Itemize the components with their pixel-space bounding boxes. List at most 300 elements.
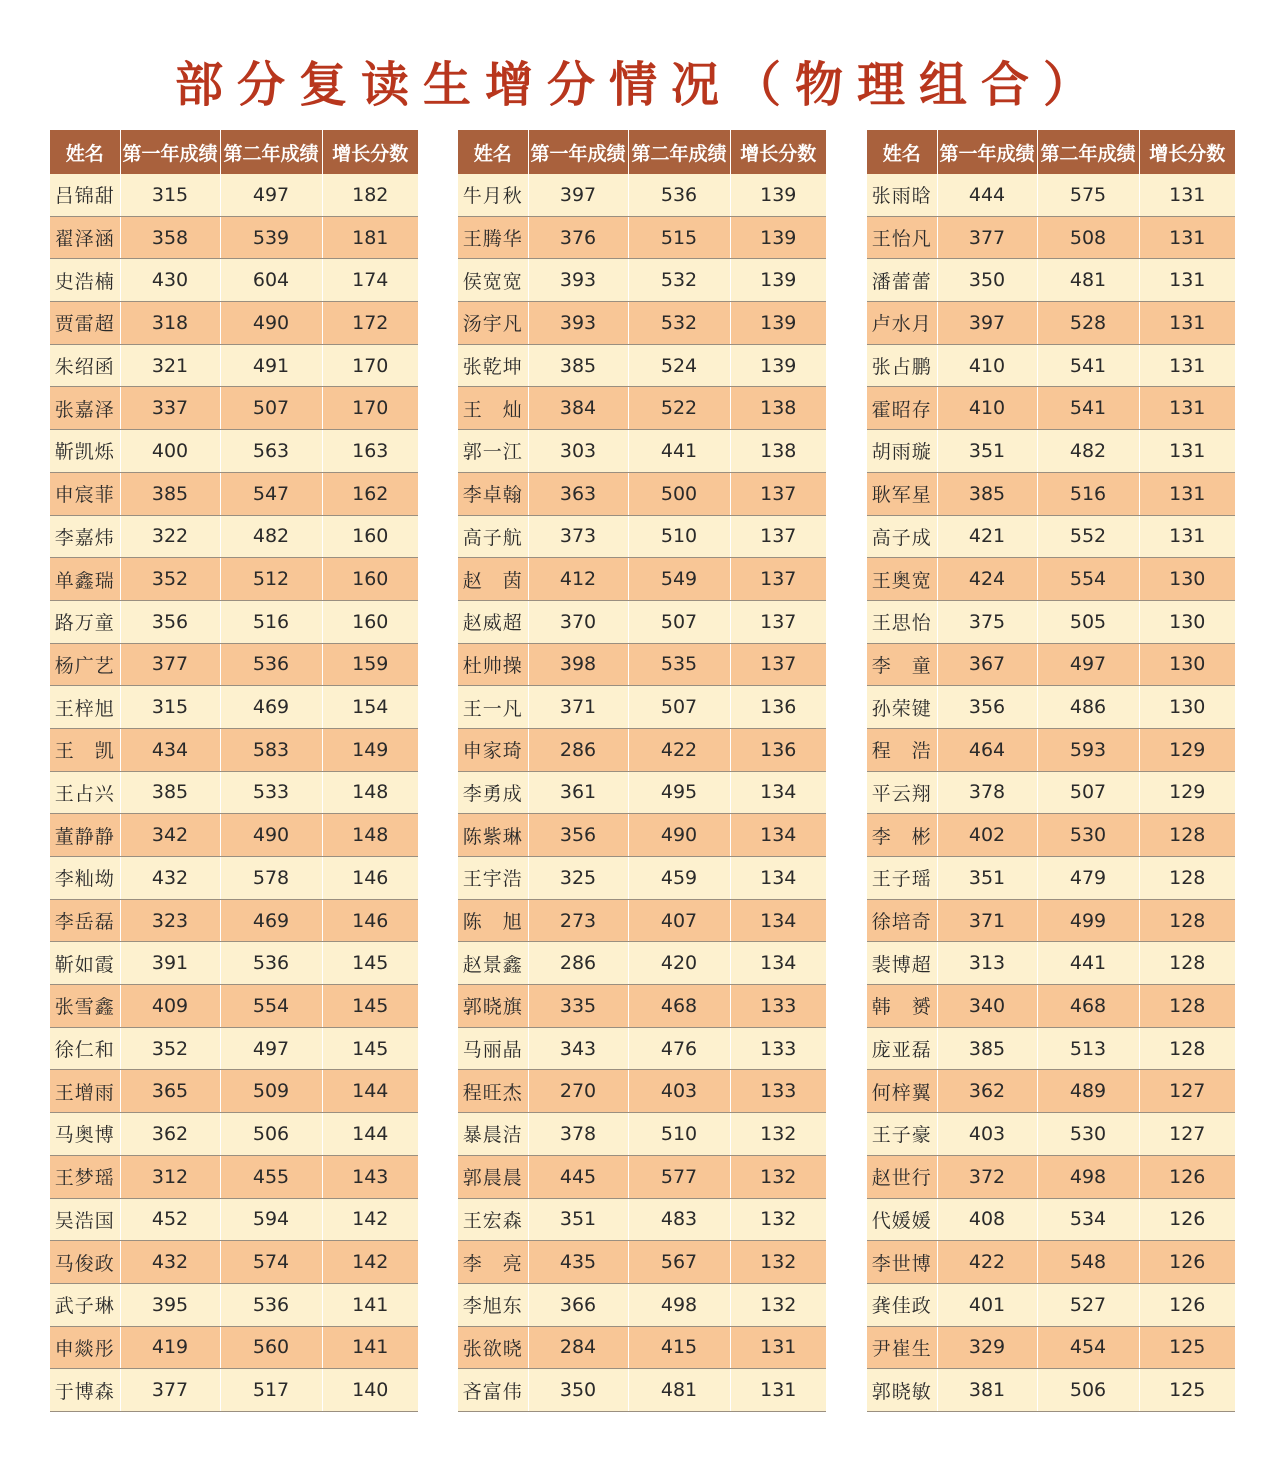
score-increase: 137 <box>730 515 826 558</box>
table-row <box>50 387 418 430</box>
second-year-score: 530 <box>1037 1113 1139 1156</box>
table-row <box>458 771 826 814</box>
student-name: 申家琦 <box>458 728 528 771</box>
table-row <box>867 600 1235 643</box>
table-row <box>458 1155 826 1198</box>
table-row <box>50 430 418 473</box>
score-increase: 134 <box>730 857 826 900</box>
student-name: 董静静 <box>50 814 120 857</box>
table-row <box>50 1155 418 1198</box>
second-year-score: 516 <box>1037 472 1139 515</box>
table-row <box>867 1198 1235 1241</box>
student-name: 吴浩国 <box>50 1198 120 1241</box>
student-name: 马俊政 <box>50 1241 120 1284</box>
table-row <box>867 302 1235 345</box>
student-name: 孙荣键 <box>867 686 937 729</box>
student-name: 靳凯烁 <box>50 430 120 473</box>
score-increase: 145 <box>322 985 418 1028</box>
table-row <box>867 430 1235 473</box>
score-increase: 128 <box>1139 985 1235 1028</box>
table-row <box>50 558 418 601</box>
score-increase: 145 <box>322 1027 418 1070</box>
table-row <box>50 771 418 814</box>
first-year-score: 315 <box>120 174 220 216</box>
first-year-score: 378 <box>528 1113 628 1156</box>
score-increase: 139 <box>730 259 826 302</box>
second-year-score: 498 <box>1037 1155 1139 1198</box>
table-row <box>867 771 1235 814</box>
second-year-score: 577 <box>628 1155 730 1198</box>
student-name: 赵世行 <box>867 1155 937 1198</box>
first-year-score: 397 <box>528 174 628 216</box>
second-year-score: 497 <box>220 1027 322 1070</box>
second-year-score: 476 <box>628 1027 730 1070</box>
student-name: 龚佳政 <box>867 1283 937 1326</box>
table-row <box>458 1326 826 1369</box>
first-year-score: 444 <box>937 174 1037 216</box>
student-name: 杨广艺 <box>50 643 120 686</box>
second-year-score: 468 <box>628 985 730 1028</box>
table-row <box>458 985 826 1028</box>
score-increase: 130 <box>1139 558 1235 601</box>
first-year-score: 381 <box>937 1369 1037 1412</box>
student-name: 王宇浩 <box>458 857 528 900</box>
table-row <box>867 728 1235 771</box>
score-increase: 170 <box>322 344 418 387</box>
table-header-row <box>458 130 826 174</box>
table-row <box>458 814 826 857</box>
first-year-score: 351 <box>528 1198 628 1241</box>
score-increase: 130 <box>1139 643 1235 686</box>
second-year-score: 481 <box>628 1369 730 1412</box>
student-name: 李 彬 <box>867 814 937 857</box>
first-year-score: 363 <box>528 472 628 515</box>
table-header-row <box>50 130 418 174</box>
score-increase: 181 <box>322 216 418 259</box>
score-increase: 132 <box>730 1198 826 1241</box>
score-increase: 127 <box>1139 1113 1235 1156</box>
student-name: 武子琳 <box>50 1283 120 1326</box>
student-name: 王子瑶 <box>867 857 937 900</box>
first-year-score: 351 <box>937 430 1037 473</box>
score-table-2 <box>458 130 826 1412</box>
table-row <box>867 1283 1235 1326</box>
second-year-score: 510 <box>628 1113 730 1156</box>
second-year-score: 506 <box>1037 1369 1139 1412</box>
student-name: 李岳磊 <box>50 899 120 942</box>
second-year-score: 513 <box>1037 1027 1139 1070</box>
student-name: 李勇成 <box>458 771 528 814</box>
first-year-score: 337 <box>120 387 220 430</box>
score-increase: 130 <box>1139 600 1235 643</box>
header-second-year-score: 第二年成绩 <box>628 130 730 174</box>
score-increase: 131 <box>1139 216 1235 259</box>
second-year-score: 536 <box>628 174 730 216</box>
first-year-score: 421 <box>937 515 1037 558</box>
second-year-score: 506 <box>220 1113 322 1156</box>
table-row <box>50 899 418 942</box>
first-year-score: 284 <box>528 1326 628 1369</box>
score-increase: 128 <box>1139 857 1235 900</box>
first-year-score: 445 <box>528 1155 628 1198</box>
second-year-score: 593 <box>1037 728 1139 771</box>
first-year-score: 273 <box>528 899 628 942</box>
student-name: 吕锦甜 <box>50 174 120 216</box>
student-name: 李旭东 <box>458 1283 528 1326</box>
student-name: 翟泽涵 <box>50 216 120 259</box>
score-increase: 131 <box>1139 387 1235 430</box>
score-increase: 141 <box>322 1283 418 1326</box>
second-year-score: 483 <box>628 1198 730 1241</box>
student-name: 耿军星 <box>867 472 937 515</box>
table-row <box>50 472 418 515</box>
first-year-score: 384 <box>528 387 628 430</box>
second-year-score: 454 <box>1037 1326 1139 1369</box>
first-year-score: 286 <box>528 942 628 985</box>
header-score-increase: 增长分数 <box>730 130 826 174</box>
table-row <box>867 985 1235 1028</box>
table-row <box>50 1027 418 1070</box>
first-year-score: 452 <box>120 1198 220 1241</box>
header-name: 姓名 <box>458 130 528 174</box>
first-year-score: 430 <box>120 259 220 302</box>
second-year-score: 490 <box>628 814 730 857</box>
second-year-score: 594 <box>220 1198 322 1241</box>
score-increase: 132 <box>730 1283 826 1326</box>
score-increase: 132 <box>730 1241 826 1284</box>
student-name: 李 亮 <box>458 1241 528 1284</box>
table-row <box>458 857 826 900</box>
first-year-score: 358 <box>120 216 220 259</box>
table-row <box>867 1155 1235 1198</box>
first-year-score: 385 <box>937 472 1037 515</box>
score-increase: 137 <box>730 558 826 601</box>
second-year-score: 489 <box>1037 1070 1139 1113</box>
first-year-score: 409 <box>120 985 220 1028</box>
second-year-score: 500 <box>628 472 730 515</box>
table-row <box>867 1326 1235 1369</box>
table-row <box>458 600 826 643</box>
table-row <box>50 1283 418 1326</box>
score-increase: 125 <box>1139 1369 1235 1412</box>
second-year-score: 481 <box>1037 259 1139 302</box>
score-increase: 134 <box>730 899 826 942</box>
table-row <box>867 558 1235 601</box>
first-year-score: 325 <box>528 857 628 900</box>
second-year-score: 522 <box>628 387 730 430</box>
second-year-score: 468 <box>1037 985 1139 1028</box>
score-increase: 142 <box>322 1241 418 1284</box>
student-name: 张雨晗 <box>867 174 937 216</box>
score-increase: 131 <box>1139 515 1235 558</box>
student-name: 王腾华 <box>458 216 528 259</box>
first-year-score: 303 <box>528 430 628 473</box>
student-name: 李世博 <box>867 1241 937 1284</box>
score-increase: 131 <box>1139 472 1235 515</box>
second-year-score: 534 <box>1037 1198 1139 1241</box>
table-row <box>867 1241 1235 1284</box>
second-year-score: 459 <box>628 857 730 900</box>
first-year-score: 343 <box>528 1027 628 1070</box>
student-name: 代媛媛 <box>867 1198 937 1241</box>
score-table-1 <box>50 130 418 1412</box>
table-row <box>50 942 418 985</box>
second-year-score: 554 <box>220 985 322 1028</box>
score-increase: 137 <box>730 600 826 643</box>
second-year-score: 498 <box>628 1283 730 1326</box>
second-year-score: 547 <box>220 472 322 515</box>
student-name: 贾雷超 <box>50 302 120 345</box>
second-year-score: 552 <box>1037 515 1139 558</box>
score-increase: 126 <box>1139 1198 1235 1241</box>
second-year-score: 574 <box>220 1241 322 1284</box>
student-name: 朱绍函 <box>50 344 120 387</box>
score-increase: 125 <box>1139 1326 1235 1369</box>
table-row <box>458 942 826 985</box>
student-name: 高子航 <box>458 515 528 558</box>
table-row <box>867 899 1235 942</box>
student-name: 路万童 <box>50 600 120 643</box>
first-year-score: 410 <box>937 344 1037 387</box>
student-name: 霍昭存 <box>867 387 937 430</box>
table-row <box>50 174 418 216</box>
first-year-score: 342 <box>120 814 220 857</box>
table-row <box>458 1113 826 1156</box>
second-year-score: 441 <box>1037 942 1139 985</box>
student-name: 郭晨晨 <box>458 1155 528 1198</box>
second-year-score: 575 <box>1037 174 1139 216</box>
table-row <box>867 643 1235 686</box>
second-year-score: 516 <box>220 600 322 643</box>
score-increase: 144 <box>322 1070 418 1113</box>
student-name: 王思怡 <box>867 600 937 643</box>
table-row <box>867 472 1235 515</box>
table-row <box>867 942 1235 985</box>
score-increase: 138 <box>730 430 826 473</box>
first-year-score: 422 <box>937 1241 1037 1284</box>
score-increase: 126 <box>1139 1155 1235 1198</box>
first-year-score: 362 <box>120 1113 220 1156</box>
student-name: 申宸菲 <box>50 472 120 515</box>
student-name: 程旺杰 <box>458 1070 528 1113</box>
table-row <box>867 344 1235 387</box>
score-increase: 134 <box>730 942 826 985</box>
table-row <box>458 216 826 259</box>
first-year-score: 434 <box>120 728 220 771</box>
header-first-year-score: 第一年成绩 <box>528 130 628 174</box>
first-year-score: 424 <box>937 558 1037 601</box>
second-year-score: 490 <box>220 302 322 345</box>
first-year-score: 385 <box>528 344 628 387</box>
student-name: 吝富伟 <box>458 1369 528 1412</box>
score-increase: 132 <box>730 1113 826 1156</box>
table-row <box>867 857 1235 900</box>
table-row <box>50 344 418 387</box>
table-row <box>50 1241 418 1284</box>
first-year-score: 377 <box>937 216 1037 259</box>
second-year-score: 479 <box>1037 857 1139 900</box>
score-increase: 139 <box>730 216 826 259</box>
second-year-score: 541 <box>1037 387 1139 430</box>
second-year-score: 495 <box>628 771 730 814</box>
score-increase: 137 <box>730 472 826 515</box>
score-increase: 144 <box>322 1113 418 1156</box>
table-row <box>458 643 826 686</box>
score-increase: 149 <box>322 728 418 771</box>
score-increase: 141 <box>322 1326 418 1369</box>
second-year-score: 548 <box>1037 1241 1139 1284</box>
student-name: 王一凡 <box>458 686 528 729</box>
first-year-score: 321 <box>120 344 220 387</box>
score-increase: 131 <box>1139 344 1235 387</box>
student-name: 胡雨璇 <box>867 430 937 473</box>
second-year-score: 507 <box>628 600 730 643</box>
second-year-score: 482 <box>220 515 322 558</box>
score-increase: 131 <box>1139 302 1235 345</box>
table-row <box>50 515 418 558</box>
table-row <box>867 515 1235 558</box>
table-row <box>458 387 826 430</box>
second-year-score: 505 <box>1037 600 1139 643</box>
table-row <box>50 600 418 643</box>
first-year-score: 435 <box>528 1241 628 1284</box>
student-name: 郭晓旗 <box>458 985 528 1028</box>
second-year-score: 422 <box>628 728 730 771</box>
header-score-increase: 增长分数 <box>322 130 418 174</box>
score-increase: 134 <box>730 814 826 857</box>
second-year-score: 563 <box>220 430 322 473</box>
score-increase: 131 <box>730 1369 826 1412</box>
score-increase: 160 <box>322 558 418 601</box>
table-row <box>458 1369 826 1412</box>
table-row <box>50 728 418 771</box>
first-year-score: 322 <box>120 515 220 558</box>
student-name: 单鑫瑞 <box>50 558 120 601</box>
first-year-score: 352 <box>120 1027 220 1070</box>
score-increase: 129 <box>1139 728 1235 771</box>
first-year-score: 464 <box>937 728 1037 771</box>
header-name: 姓名 <box>50 130 120 174</box>
first-year-score: 318 <box>120 302 220 345</box>
second-year-score: 497 <box>220 174 322 216</box>
student-name: 张欲晓 <box>458 1326 528 1369</box>
score-increase: 146 <box>322 857 418 900</box>
first-year-score: 352 <box>120 558 220 601</box>
second-year-score: 455 <box>220 1155 322 1198</box>
score-increase: 126 <box>1139 1283 1235 1326</box>
score-increase: 137 <box>730 643 826 686</box>
student-name: 陈 旭 <box>458 899 528 942</box>
student-name: 卢水月 <box>867 302 937 345</box>
score-increase: 139 <box>730 344 826 387</box>
second-year-score: 507 <box>628 686 730 729</box>
student-name: 李籼坳 <box>50 857 120 900</box>
table-row <box>867 686 1235 729</box>
first-year-score: 408 <box>937 1198 1037 1241</box>
student-name: 侯宽宽 <box>458 259 528 302</box>
score-increase: 148 <box>322 771 418 814</box>
first-year-score: 400 <box>120 430 220 473</box>
student-name: 郭一江 <box>458 430 528 473</box>
second-year-score: 583 <box>220 728 322 771</box>
first-year-score: 385 <box>937 1027 1037 1070</box>
second-year-score: 536 <box>220 1283 322 1326</box>
student-name: 王 凯 <box>50 728 120 771</box>
first-year-score: 398 <box>528 643 628 686</box>
table-row <box>867 387 1235 430</box>
table-row <box>50 1326 418 1369</box>
score-increase: 134 <box>730 771 826 814</box>
student-name: 张雪鑫 <box>50 985 120 1028</box>
table-row <box>50 1113 418 1156</box>
table-row <box>867 1027 1235 1070</box>
student-name: 王增雨 <box>50 1070 120 1113</box>
table-header-row <box>867 130 1235 174</box>
student-name: 马丽晶 <box>458 1027 528 1070</box>
score-increase: 136 <box>730 686 826 729</box>
student-name: 赵景鑫 <box>458 942 528 985</box>
table-row <box>458 344 826 387</box>
second-year-score: 469 <box>220 899 322 942</box>
first-year-score: 395 <box>120 1283 220 1326</box>
first-year-score: 351 <box>937 857 1037 900</box>
score-increase: 129 <box>1139 771 1235 814</box>
first-year-score: 323 <box>120 899 220 942</box>
table-row <box>50 216 418 259</box>
student-name: 平云翔 <box>867 771 937 814</box>
table-row <box>458 515 826 558</box>
header-first-year-score: 第一年成绩 <box>120 130 220 174</box>
student-name: 韩 赟 <box>867 985 937 1028</box>
score-increase: 163 <box>322 430 418 473</box>
student-name: 李嘉炜 <box>50 515 120 558</box>
table-row <box>867 1113 1235 1156</box>
student-name: 王奥宽 <box>867 558 937 601</box>
second-year-score: 482 <box>1037 430 1139 473</box>
student-name: 王占兴 <box>50 771 120 814</box>
second-year-score: 554 <box>1037 558 1139 601</box>
score-increase: 127 <box>1139 1070 1235 1113</box>
header-score-increase: 增长分数 <box>1139 130 1235 174</box>
student-name: 史浩楠 <box>50 259 120 302</box>
student-name: 陈紫琳 <box>458 814 528 857</box>
first-year-score: 367 <box>937 643 1037 686</box>
first-year-score: 356 <box>528 814 628 857</box>
second-year-score: 407 <box>628 899 730 942</box>
score-increase: 174 <box>322 259 418 302</box>
first-year-score: 432 <box>120 1241 220 1284</box>
student-name: 尹崔生 <box>867 1326 937 1369</box>
second-year-score: 527 <box>1037 1283 1139 1326</box>
second-year-score: 536 <box>220 643 322 686</box>
score-increase: 131 <box>1139 430 1235 473</box>
score-increase: 133 <box>730 1070 826 1113</box>
table-row <box>50 1070 418 1113</box>
score-increase: 160 <box>322 515 418 558</box>
table-row <box>458 259 826 302</box>
second-year-score: 508 <box>1037 216 1139 259</box>
student-name: 王 灿 <box>458 387 528 430</box>
table-row <box>458 1241 826 1284</box>
score-increase: 143 <box>322 1155 418 1198</box>
table-row <box>458 302 826 345</box>
second-year-score: 507 <box>1037 771 1139 814</box>
first-year-score: 361 <box>528 771 628 814</box>
student-name: 申燚彤 <box>50 1326 120 1369</box>
score-increase: 160 <box>322 600 418 643</box>
table-row <box>50 302 418 345</box>
second-year-score: 549 <box>628 558 730 601</box>
